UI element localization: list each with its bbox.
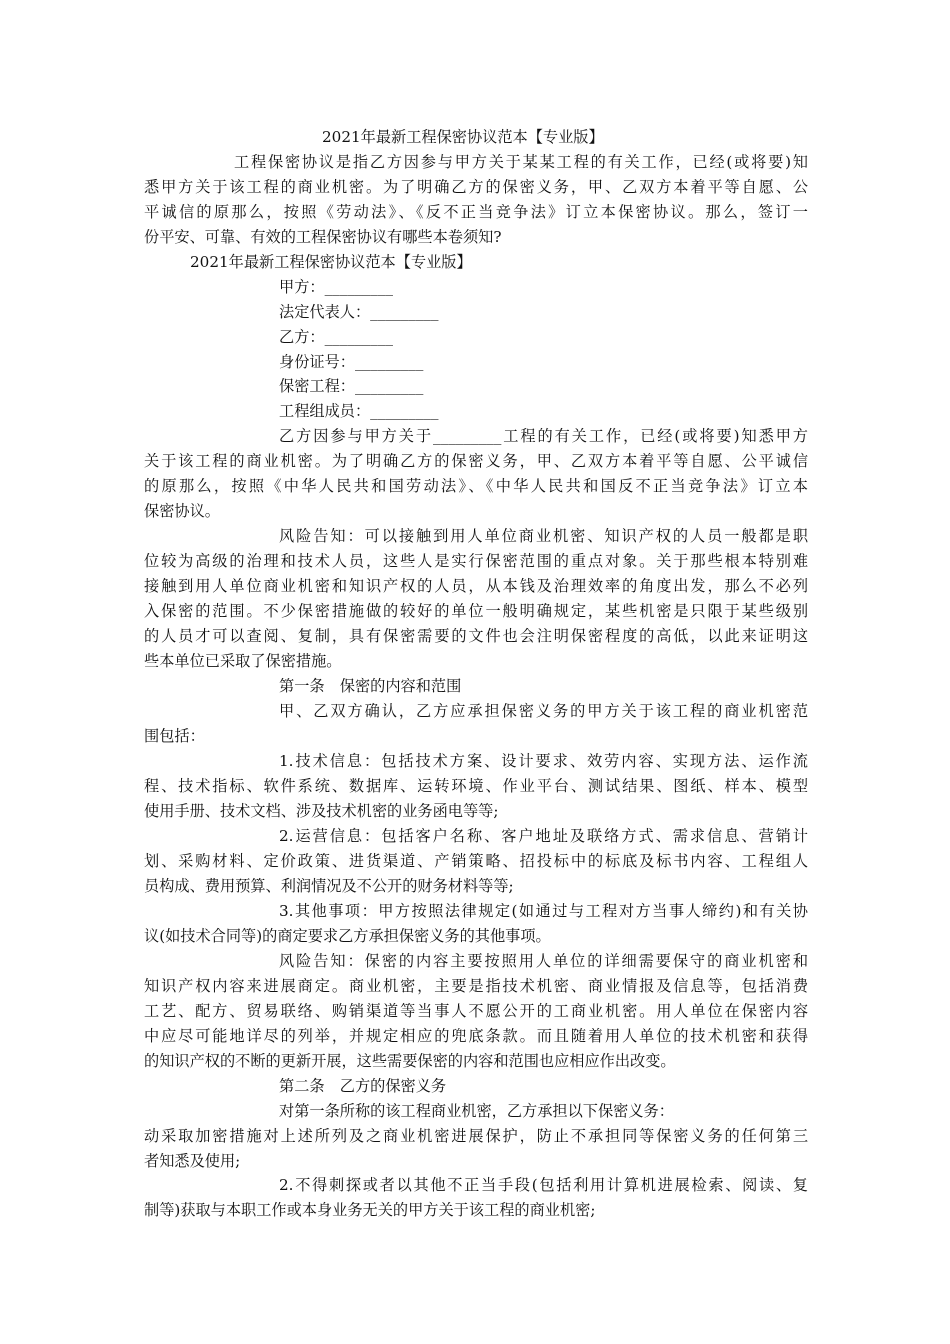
duty-line: 制等)获取与本职工作或本身业务无关的甲方关于该工程的商业机密;	[144, 1201, 596, 1219]
risk-notice-line: 入保密的范围。不少保密措施做的较好的单位一般明确规定，某些机密是只限于某些级别	[144, 602, 808, 620]
field-party-a: 甲方：_________	[279, 278, 393, 296]
intro-line: 平诚信的原那么，按照《劳动法》、《反不正当竞争法》订立本保密协议。那么，签订一	[144, 203, 808, 221]
paragraph-line: 保密协议。	[144, 502, 220, 520]
paragraph-line: 甲、乙双方确认，乙方应承担保密义务的甲方关于该工程的商业机密范	[279, 702, 808, 720]
field-id-number: 身份证号：_________	[279, 353, 424, 371]
field-legal-representative: 法定代表人：_________	[279, 303, 439, 321]
duty-line: 动采取加密措施对上述所列及之商业机密进展保护，防止不承担同等保密义务的任何第三	[144, 1127, 808, 1145]
intro-line: 悉甲方关于该工程的商业机密。为了明确乙方的保密义务，甲、乙双方本着平等自愿、公	[144, 178, 808, 196]
list-item-line: 程、技术指标、软件系统、数据库、运转环境、作业平台、测试结果、图纸、样本、模型	[144, 777, 808, 795]
paragraph-line: 的原那么，按照《中华人民共和国劳动法》、《中华人民共和国反不正当竞争法》订立本	[144, 477, 808, 495]
list-item-line: 使用手册、技术文档、涉及技术机密的业务函电等等;	[144, 802, 499, 820]
paragraph-line: 围包括：	[144, 727, 205, 745]
duty-line: 2.不得刺探或者以其他不正当手段(包括利用计算机进展检索、阅读、复	[279, 1176, 808, 1194]
duty-line: 者知悉及使用;	[144, 1152, 241, 1170]
risk-notice-line: 些本单位已采取了保密措施。	[144, 652, 342, 670]
list-item-line: 划、采购材料、定价政策、进货渠道、产销策略、招投标中的标底及标书内容、工程组人	[144, 852, 808, 870]
field-party-b: 乙方：_________	[279, 328, 393, 346]
risk-notice-line: 的人员才可以查阅、复制，具有保密需要的文件也会注明保密程度的高低，以此来证明这	[144, 627, 808, 645]
risk-notice-line: 知识产权内容来进展商定。商业机密，主要是指技术机密、商业情报及信息等，包括消费	[144, 977, 808, 995]
document-title: 2021年最新工程保密协议范本【专业版】	[322, 128, 604, 146]
risk-notice-line: 位较为高级的治理和技术人员，这些人是实行保密范围的重点对象。关于那些根本特别难	[144, 552, 808, 570]
intro-line: 份平安、可靠、有效的工程保密协议有哪些本卷须知?	[144, 228, 502, 246]
risk-notice-line: 工艺、配方、贸易联络、购销渠道等当事人不愿公开的工商业机密。用人单位在保密内容	[144, 1002, 808, 1020]
list-item-line: 员构成、费用预算、利润情况及不公开的财务材料等等;	[144, 877, 514, 895]
paragraph-line: 对第一条所称的该工程商业机密，乙方承担以下保密义务：	[279, 1102, 674, 1120]
risk-notice-line: 风险告知：可以接触到用人单位商业机密、知识产权的人员一般都是职	[279, 527, 808, 545]
document-subtitle: 2021年最新工程保密协议范本【专业版】	[190, 253, 472, 271]
risk-notice-line: 中应尽可能地详尽的列举，并规定相应的兜底条款。而且随着用人单位的技术机密和获得	[144, 1027, 808, 1045]
risk-notice-line: 风险告知：保密的内容主要按照用人单位的详细需要保守的商业机密和	[279, 952, 808, 970]
risk-notice-line: 的知识产权的不断的更新开展，这些需要保密的内容和范围也应相应作出改变。	[144, 1052, 676, 1070]
risk-notice-line: 接触到用人单位商业机密和知识产权的人员，从本钱及治理效率的角度出发，那么不必列	[144, 577, 808, 595]
paragraph-line: 乙方因参与甲方关于_________工程的有关工作，已经(或将要)知悉甲方	[279, 427, 808, 445]
paragraph-line: 关于该工程的商业机密。为了明确乙方的保密义务，甲、乙双方本着平等自愿、公平诚信	[144, 452, 808, 470]
list-item-line: 1.技术信息：包括技术方案、设计要求、效劳内容、实现方法、运作流	[279, 752, 808, 770]
field-project: 保密工程：_________	[279, 377, 424, 395]
list-item-line: 3.其他事项：甲方按照法律规定(如通过与工程对方当事人缔约)和有关协	[279, 902, 808, 920]
list-item-line: 议(如技术合同等)的商定要求乙方承担保密义务的其他事项。	[144, 927, 551, 945]
article-2-heading: 第二条 乙方的保密义务	[279, 1077, 447, 1095]
article-1-heading: 第一条 保密的内容和范围	[279, 677, 462, 695]
field-team-members: 工程组成员：_________	[279, 402, 439, 420]
intro-line: 工程保密协议是指乙方因参与甲方关于某某工程的有关工作，已经(或将要)知	[234, 153, 808, 171]
list-item-line: 2.运营信息：包括客户名称、客户地址及联络方式、需求信息、营销计	[279, 827, 808, 845]
